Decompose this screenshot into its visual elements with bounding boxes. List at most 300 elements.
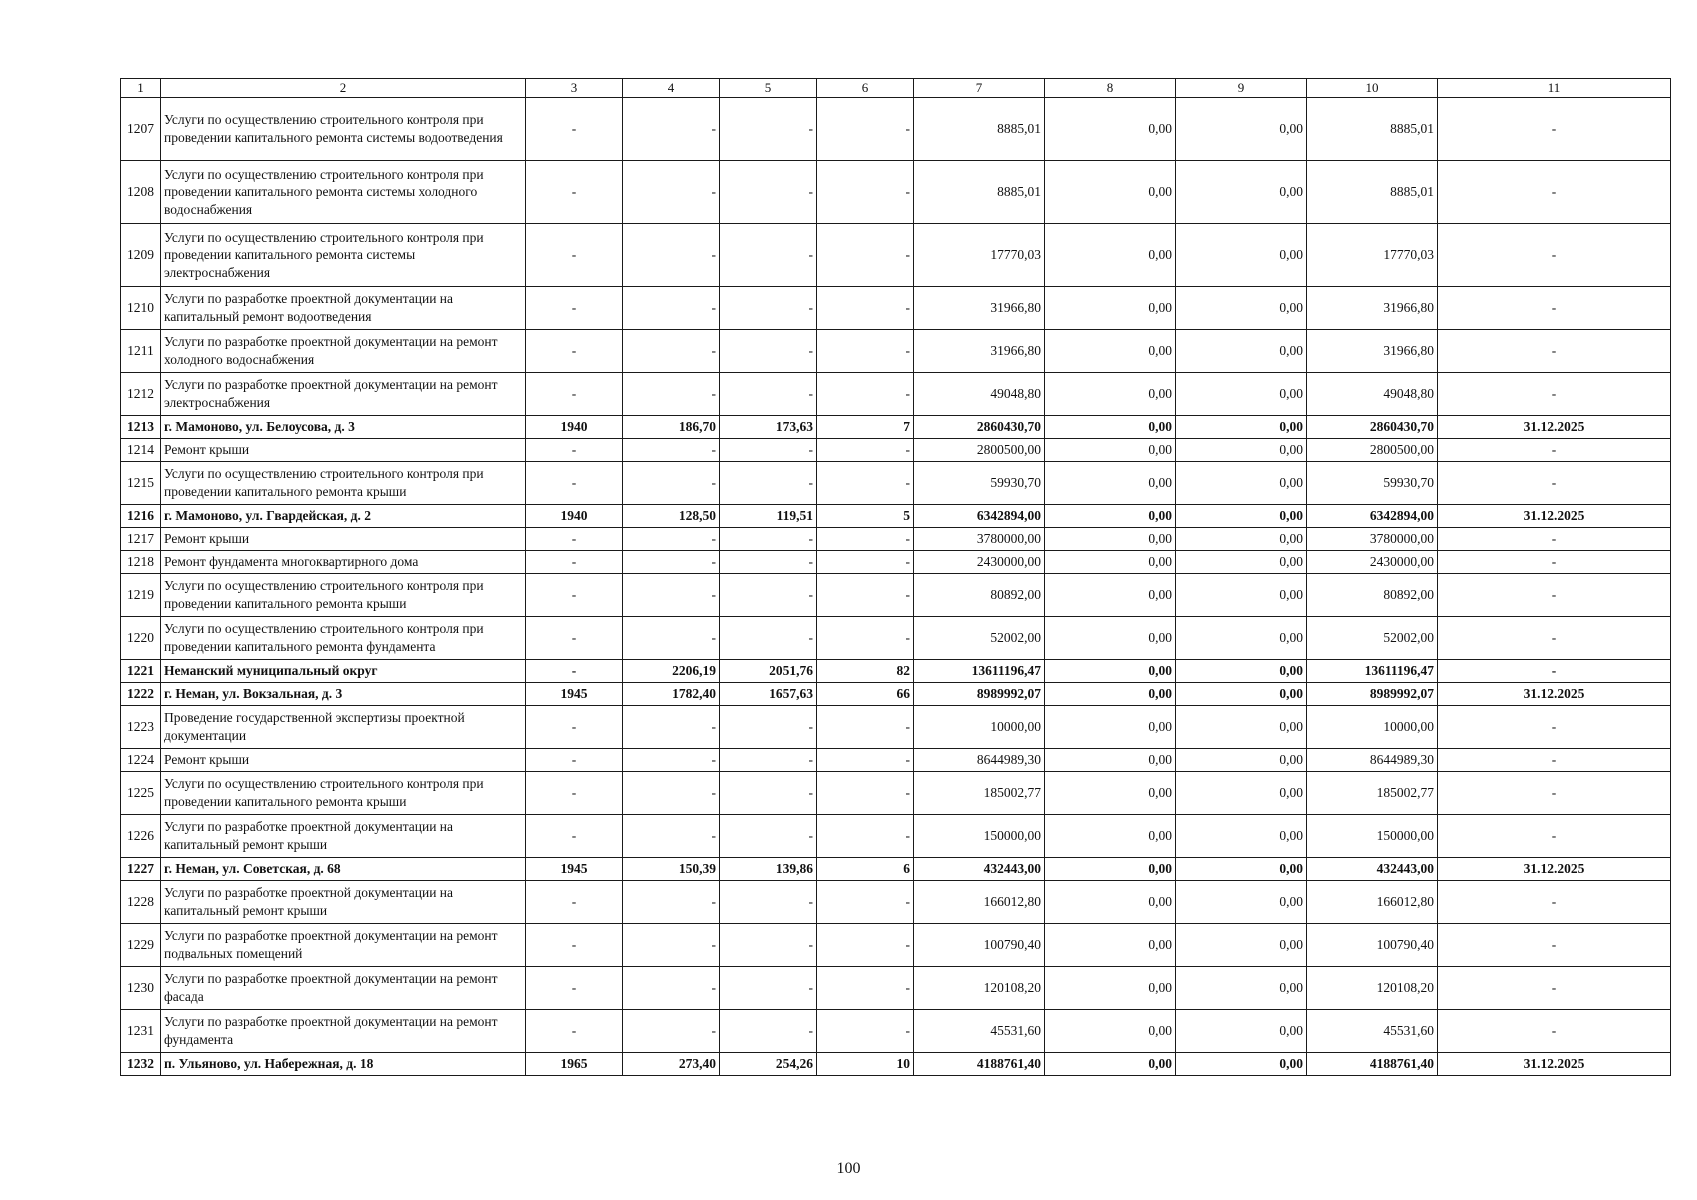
- cell-residents: -: [817, 373, 914, 416]
- cell-cost-owners: 185002,77: [1307, 772, 1438, 815]
- cell-deadline: -: [1438, 924, 1671, 967]
- cell-cost-fund: 0,00: [1045, 815, 1176, 858]
- cell-area-living: 2051,76: [720, 660, 817, 683]
- cell-area-total: 1782,40: [623, 683, 720, 706]
- cell-cost-owners: 2430000,00: [1307, 551, 1438, 574]
- cell-area-total: -: [623, 967, 720, 1010]
- item-name: Ремонт крыши: [161, 439, 526, 462]
- cell-area-total: -: [623, 749, 720, 772]
- cell-cost-budget: 0,00: [1176, 574, 1307, 617]
- cell-deadline: -: [1438, 967, 1671, 1010]
- row-number: 1207: [121, 98, 161, 161]
- cell-cost-owners: 432443,00: [1307, 858, 1438, 881]
- cell-area-living: -: [720, 1010, 817, 1053]
- cell-cost-fund: 0,00: [1045, 1053, 1176, 1076]
- cell-cost-fund: 0,00: [1045, 416, 1176, 439]
- cell-deadline: -: [1438, 815, 1671, 858]
- cell-cost-total: 2800500,00: [914, 439, 1045, 462]
- item-name: Услуги по разработке проектной документации на ремонт фундамента: [161, 1010, 526, 1053]
- row-number: 1223: [121, 706, 161, 749]
- cell-cost-owners: 49048,80: [1307, 373, 1438, 416]
- cell-deadline: -: [1438, 373, 1671, 416]
- cell-cost-total: 49048,80: [914, 373, 1045, 416]
- table-row: [121, 98, 1671, 161]
- cell-area-living: -: [720, 98, 817, 161]
- cell-year: -: [526, 373, 623, 416]
- page-number: 100: [836, 1160, 861, 1177]
- cell-cost-total: 8885,01: [914, 98, 1045, 161]
- column-header: 11: [1438, 79, 1671, 98]
- cell-year: -: [526, 439, 623, 462]
- cell-cost-owners: 3780000,00: [1307, 528, 1438, 551]
- cell-year: 1945: [526, 858, 623, 881]
- cell-area-total: -: [623, 551, 720, 574]
- item-name: г. Неман, ул. Советская, д. 68: [161, 858, 526, 881]
- cell-area-total: -: [623, 330, 720, 373]
- cell-cost-total: 100790,40: [914, 924, 1045, 967]
- row-number: 1230: [121, 967, 161, 1010]
- cell-cost-budget: 0,00: [1176, 660, 1307, 683]
- cell-cost-owners: 2800500,00: [1307, 439, 1438, 462]
- cell-cost-total: 31966,80: [914, 330, 1045, 373]
- cell-cost-budget: 0,00: [1176, 1010, 1307, 1053]
- cell-cost-fund: 0,00: [1045, 772, 1176, 815]
- cell-cost-total: 13611196,47: [914, 660, 1045, 683]
- cell-residents: 7: [817, 416, 914, 439]
- cell-deadline: -: [1438, 881, 1671, 924]
- cell-area-total: -: [623, 439, 720, 462]
- cell-area-total: 186,70: [623, 416, 720, 439]
- cell-cost-budget: 0,00: [1176, 924, 1307, 967]
- item-name: Ремонт крыши: [161, 749, 526, 772]
- cell-year: -: [526, 772, 623, 815]
- cell-area-total: -: [623, 772, 720, 815]
- table-row: [121, 287, 1671, 330]
- cell-residents: -: [817, 98, 914, 161]
- table-row: [121, 749, 1671, 772]
- column-header: 2: [161, 79, 526, 98]
- cell-residents: -: [817, 772, 914, 815]
- cell-cost-owners: 52002,00: [1307, 617, 1438, 660]
- cell-area-total: -: [623, 617, 720, 660]
- cell-area-total: 273,40: [623, 1053, 720, 1076]
- cell-cost-total: 8644989,30: [914, 749, 1045, 772]
- column-header: 5: [720, 79, 817, 98]
- table-row: [121, 683, 1671, 706]
- row-number: 1222: [121, 683, 161, 706]
- cell-cost-budget: 0,00: [1176, 858, 1307, 881]
- cell-cost-total: 52002,00: [914, 617, 1045, 660]
- cell-area-total: -: [623, 462, 720, 505]
- cell-area-living: -: [720, 161, 817, 224]
- cell-year: -: [526, 924, 623, 967]
- table-row: [121, 373, 1671, 416]
- cell-deadline: -: [1438, 462, 1671, 505]
- cell-year: -: [526, 462, 623, 505]
- table-row: [121, 462, 1671, 505]
- cell-cost-budget: 0,00: [1176, 749, 1307, 772]
- cell-area-living: -: [720, 967, 817, 1010]
- cell-deadline: -: [1438, 574, 1671, 617]
- table-row: [121, 772, 1671, 815]
- cell-cost-budget: 0,00: [1176, 416, 1307, 439]
- cell-cost-budget: 0,00: [1176, 1053, 1307, 1076]
- item-name: Услуги по разработке проектной документации на ремонт фасада: [161, 967, 526, 1010]
- cell-cost-total: 8989992,07: [914, 683, 1045, 706]
- cell-area-living: -: [720, 462, 817, 505]
- cell-year: -: [526, 574, 623, 617]
- table-row: [121, 858, 1671, 881]
- cell-cost-fund: 0,00: [1045, 881, 1176, 924]
- cell-deadline: 31.12.2025: [1438, 505, 1671, 528]
- item-name: Услуги по разработке проектной документации на капитальный ремонт крыши: [161, 815, 526, 858]
- item-name: г. Мамоново, ул. Гвардейская, д. 2: [161, 505, 526, 528]
- cell-cost-owners: 45531,60: [1307, 1010, 1438, 1053]
- cell-deadline: -: [1438, 551, 1671, 574]
- cell-cost-fund: 0,00: [1045, 373, 1176, 416]
- column-header: 3: [526, 79, 623, 98]
- item-name: Услуги по разработке проектной документации на капитальный ремонт крыши: [161, 881, 526, 924]
- cell-cost-fund: 0,00: [1045, 287, 1176, 330]
- cell-area-living: -: [720, 924, 817, 967]
- cell-deadline: 31.12.2025: [1438, 416, 1671, 439]
- item-name: Услуги по осуществлению строительного контроля при проведении капитального ремонта фундамента: [161, 617, 526, 660]
- cell-residents: -: [817, 462, 914, 505]
- cell-cost-total: 80892,00: [914, 574, 1045, 617]
- cell-cost-owners: 17770,03: [1307, 224, 1438, 287]
- cell-residents: -: [817, 287, 914, 330]
- cell-area-living: -: [720, 224, 817, 287]
- table-row: [121, 528, 1671, 551]
- cell-residents: -: [817, 1010, 914, 1053]
- cell-cost-budget: 0,00: [1176, 439, 1307, 462]
- cell-cost-total: 10000,00: [914, 706, 1045, 749]
- cell-cost-owners: 31966,80: [1307, 287, 1438, 330]
- item-name: Проведение государственной экспертизы проектной документации: [161, 706, 526, 749]
- cell-area-living: 254,26: [720, 1053, 817, 1076]
- cell-area-total: -: [623, 287, 720, 330]
- row-number: 1215: [121, 462, 161, 505]
- cell-year: -: [526, 749, 623, 772]
- cell-cost-total: 120108,20: [914, 967, 1045, 1010]
- cell-cost-budget: 0,00: [1176, 881, 1307, 924]
- table-row: [121, 967, 1671, 1010]
- cell-cost-budget: 0,00: [1176, 287, 1307, 330]
- cell-cost-owners: 150000,00: [1307, 815, 1438, 858]
- cell-deadline: -: [1438, 287, 1671, 330]
- cell-year: -: [526, 98, 623, 161]
- column-header: 8: [1045, 79, 1176, 98]
- cell-year: -: [526, 551, 623, 574]
- table-row: [121, 330, 1671, 373]
- item-name: Услуги по осуществлению строительного контроля при проведении капитального ремонта крыши: [161, 772, 526, 815]
- row-number: 1229: [121, 924, 161, 967]
- cell-cost-budget: 0,00: [1176, 330, 1307, 373]
- row-number: 1213: [121, 416, 161, 439]
- cell-residents: -: [817, 967, 914, 1010]
- cell-deadline: -: [1438, 617, 1671, 660]
- cell-residents: 6: [817, 858, 914, 881]
- item-name: п. Ульяново, ул. Набережная, д. 18: [161, 1053, 526, 1076]
- cell-cost-fund: 0,00: [1045, 924, 1176, 967]
- cell-cost-fund: 0,00: [1045, 706, 1176, 749]
- cell-cost-budget: 0,00: [1176, 224, 1307, 287]
- cell-deadline: -: [1438, 439, 1671, 462]
- column-header: 6: [817, 79, 914, 98]
- cell-cost-owners: 8989992,07: [1307, 683, 1438, 706]
- cell-year: 1940: [526, 416, 623, 439]
- cell-residents: -: [817, 617, 914, 660]
- cell-deadline: -: [1438, 224, 1671, 287]
- cell-area-living: -: [720, 617, 817, 660]
- cell-area-total: -: [623, 881, 720, 924]
- cell-cost-fund: 0,00: [1045, 439, 1176, 462]
- cell-cost-owners: 166012,80: [1307, 881, 1438, 924]
- item-name: Услуги по осуществлению строительного контроля при проведении капитального ремонта системы электроснабжения: [161, 224, 526, 287]
- cell-area-total: -: [623, 373, 720, 416]
- row-number: 1211: [121, 330, 161, 373]
- cell-cost-total: 166012,80: [914, 881, 1045, 924]
- table-row: [121, 706, 1671, 749]
- cell-cost-total: 3780000,00: [914, 528, 1045, 551]
- row-number: 1209: [121, 224, 161, 287]
- cell-cost-total: 6342894,00: [914, 505, 1045, 528]
- row-number: 1225: [121, 772, 161, 815]
- item-name: г. Мамоново, ул. Белоусова, д. 3: [161, 416, 526, 439]
- cell-area-living: -: [720, 330, 817, 373]
- cell-deadline: -: [1438, 706, 1671, 749]
- cell-residents: -: [817, 924, 914, 967]
- cell-area-total: 2206,19: [623, 660, 720, 683]
- cell-area-living: -: [720, 528, 817, 551]
- row-number: 1216: [121, 505, 161, 528]
- cell-deadline: -: [1438, 330, 1671, 373]
- cell-cost-budget: 0,00: [1176, 505, 1307, 528]
- cell-cost-fund: 0,00: [1045, 749, 1176, 772]
- cell-cost-owners: 8885,01: [1307, 161, 1438, 224]
- cell-area-total: -: [623, 528, 720, 551]
- row-number: 1232: [121, 1053, 161, 1076]
- table-row: [121, 161, 1671, 224]
- table-row: [121, 1053, 1671, 1076]
- table-row: [121, 1010, 1671, 1053]
- cell-residents: -: [817, 815, 914, 858]
- table-row: [121, 224, 1671, 287]
- cell-deadline: 31.12.2025: [1438, 858, 1671, 881]
- table-row: [121, 924, 1671, 967]
- cell-residents: 10: [817, 1053, 914, 1076]
- cell-cost-owners: 59930,70: [1307, 462, 1438, 505]
- cell-cost-budget: 0,00: [1176, 617, 1307, 660]
- cell-cost-budget: 0,00: [1176, 706, 1307, 749]
- cell-area-living: -: [720, 706, 817, 749]
- cell-cost-owners: 13611196,47: [1307, 660, 1438, 683]
- cell-cost-budget: 0,00: [1176, 98, 1307, 161]
- cell-residents: -: [817, 528, 914, 551]
- cell-cost-budget: 0,00: [1176, 815, 1307, 858]
- column-header: 1: [121, 79, 161, 98]
- cell-deadline: -: [1438, 772, 1671, 815]
- cell-cost-owners: 100790,40: [1307, 924, 1438, 967]
- row-number: 1214: [121, 439, 161, 462]
- cell-cost-total: 2860430,70: [914, 416, 1045, 439]
- cell-cost-fund: 0,00: [1045, 551, 1176, 574]
- table-row: [121, 815, 1671, 858]
- table-row: [121, 881, 1671, 924]
- cell-cost-budget: 0,00: [1176, 683, 1307, 706]
- table-row: [121, 551, 1671, 574]
- cell-deadline: -: [1438, 660, 1671, 683]
- cell-cost-owners: 10000,00: [1307, 706, 1438, 749]
- cell-area-living: -: [720, 439, 817, 462]
- cell-cost-owners: 120108,20: [1307, 967, 1438, 1010]
- item-name: Ремонт фундамента многоквартирного дома: [161, 551, 526, 574]
- cell-cost-fund: 0,00: [1045, 462, 1176, 505]
- cell-cost-total: 8885,01: [914, 161, 1045, 224]
- cell-year: -: [526, 287, 623, 330]
- cell-deadline: -: [1438, 528, 1671, 551]
- cell-residents: -: [817, 881, 914, 924]
- item-name: Услуги по осуществлению строительного контроля при проведении капитального ремонта крыши: [161, 462, 526, 505]
- cell-cost-fund: 0,00: [1045, 683, 1176, 706]
- cell-cost-fund: 0,00: [1045, 224, 1176, 287]
- item-name: Услуги по разработке проектной документации на ремонт подвальных помещений: [161, 924, 526, 967]
- row-number: 1208: [121, 161, 161, 224]
- column-header: 7: [914, 79, 1045, 98]
- item-name: Услуги по осуществлению строительного контроля при проведении капитального ремонта системы холодного водоснабжения: [161, 161, 526, 224]
- cell-cost-fund: 0,00: [1045, 161, 1176, 224]
- cell-cost-owners: 80892,00: [1307, 574, 1438, 617]
- cell-residents: -: [817, 706, 914, 749]
- cell-cost-budget: 0,00: [1176, 462, 1307, 505]
- cell-cost-fund: 0,00: [1045, 574, 1176, 617]
- cell-deadline: -: [1438, 1010, 1671, 1053]
- cell-area-total: -: [623, 224, 720, 287]
- cell-cost-owners: 8885,01: [1307, 98, 1438, 161]
- cell-residents: -: [817, 330, 914, 373]
- cell-cost-fund: 0,00: [1045, 660, 1176, 683]
- cell-cost-fund: 0,00: [1045, 330, 1176, 373]
- cell-area-total: 150,39: [623, 858, 720, 881]
- table-row: [121, 505, 1671, 528]
- cell-area-total: -: [623, 924, 720, 967]
- row-number: 1228: [121, 881, 161, 924]
- row-number: 1227: [121, 858, 161, 881]
- cell-area-total: 128,50: [623, 505, 720, 528]
- cell-year: -: [526, 161, 623, 224]
- cell-area-total: -: [623, 574, 720, 617]
- cell-cost-owners: 31966,80: [1307, 330, 1438, 373]
- cell-cost-total: 17770,03: [914, 224, 1045, 287]
- cell-year: 1945: [526, 683, 623, 706]
- row-number: 1221: [121, 660, 161, 683]
- cell-cost-total: 185002,77: [914, 772, 1045, 815]
- cell-deadline: 31.12.2025: [1438, 1053, 1671, 1076]
- cell-cost-total: 4188761,40: [914, 1053, 1045, 1076]
- row-number: 1226: [121, 815, 161, 858]
- table-row: [121, 574, 1671, 617]
- cell-residents: -: [817, 551, 914, 574]
- cell-cost-fund: 0,00: [1045, 505, 1176, 528]
- cell-area-living: -: [720, 551, 817, 574]
- row-number: 1220: [121, 617, 161, 660]
- cell-year: -: [526, 617, 623, 660]
- table-row: [121, 617, 1671, 660]
- cell-area-living: -: [720, 881, 817, 924]
- cell-cost-total: 150000,00: [914, 815, 1045, 858]
- cell-year: -: [526, 881, 623, 924]
- cell-year: -: [526, 815, 623, 858]
- item-name: Услуги по разработке проектной документации на ремонт электроснабжения: [161, 373, 526, 416]
- item-name: Услуги по осуществлению строительного контроля при проведении капитального ремонта системы водоотведения: [161, 98, 526, 161]
- cell-area-living: 173,63: [720, 416, 817, 439]
- cell-residents: 82: [817, 660, 914, 683]
- cell-area-living: -: [720, 772, 817, 815]
- cell-cost-owners: 4188761,40: [1307, 1053, 1438, 1076]
- cell-cost-fund: 0,00: [1045, 98, 1176, 161]
- table-row: [121, 439, 1671, 462]
- cell-residents: -: [817, 749, 914, 772]
- cell-cost-fund: 0,00: [1045, 617, 1176, 660]
- row-number: 1224: [121, 749, 161, 772]
- cell-residents: 66: [817, 683, 914, 706]
- cell-residents: -: [817, 161, 914, 224]
- cell-cost-fund: 0,00: [1045, 967, 1176, 1010]
- document-sheet: [120, 78, 1670, 1076]
- cell-year: 1940: [526, 505, 623, 528]
- cell-cost-total: 432443,00: [914, 858, 1045, 881]
- item-name: Неманский муниципальный округ: [161, 660, 526, 683]
- cell-residents: -: [817, 224, 914, 287]
- cell-area-living: -: [720, 815, 817, 858]
- cell-year: -: [526, 528, 623, 551]
- cell-area-living: 1657,63: [720, 683, 817, 706]
- cell-area-living: -: [720, 749, 817, 772]
- column-number-row: [121, 79, 1671, 98]
- column-header: 4: [623, 79, 720, 98]
- item-name: Услуги по разработке проектной документации на ремонт холодного водоснабжения: [161, 330, 526, 373]
- cell-area-living: 139,86: [720, 858, 817, 881]
- table-row: [121, 660, 1671, 683]
- cell-cost-total: 31966,80: [914, 287, 1045, 330]
- cell-cost-budget: 0,00: [1176, 772, 1307, 815]
- cell-area-living: -: [720, 373, 817, 416]
- row-number: 1217: [121, 528, 161, 551]
- table-row: [121, 416, 1671, 439]
- row-number: 1231: [121, 1010, 161, 1053]
- capital-repair-table: [120, 78, 1671, 1076]
- row-number: 1218: [121, 551, 161, 574]
- cell-residents: -: [817, 574, 914, 617]
- item-name: Услуги по разработке проектной документации на капитальный ремонт водоотведения: [161, 287, 526, 330]
- row-number: 1219: [121, 574, 161, 617]
- cell-year: -: [526, 224, 623, 287]
- cell-area-living: 119,51: [720, 505, 817, 528]
- cell-cost-owners: 8644989,30: [1307, 749, 1438, 772]
- cell-deadline: 31.12.2025: [1438, 683, 1671, 706]
- cell-deadline: -: [1438, 98, 1671, 161]
- cell-residents: 5: [817, 505, 914, 528]
- row-number: 1212: [121, 373, 161, 416]
- cell-year: -: [526, 967, 623, 1010]
- item-name: Ремонт крыши: [161, 528, 526, 551]
- column-header: 10: [1307, 79, 1438, 98]
- cell-year: -: [526, 660, 623, 683]
- cell-year: -: [526, 1010, 623, 1053]
- cell-area-total: -: [623, 815, 720, 858]
- cell-deadline: -: [1438, 749, 1671, 772]
- row-number: 1210: [121, 287, 161, 330]
